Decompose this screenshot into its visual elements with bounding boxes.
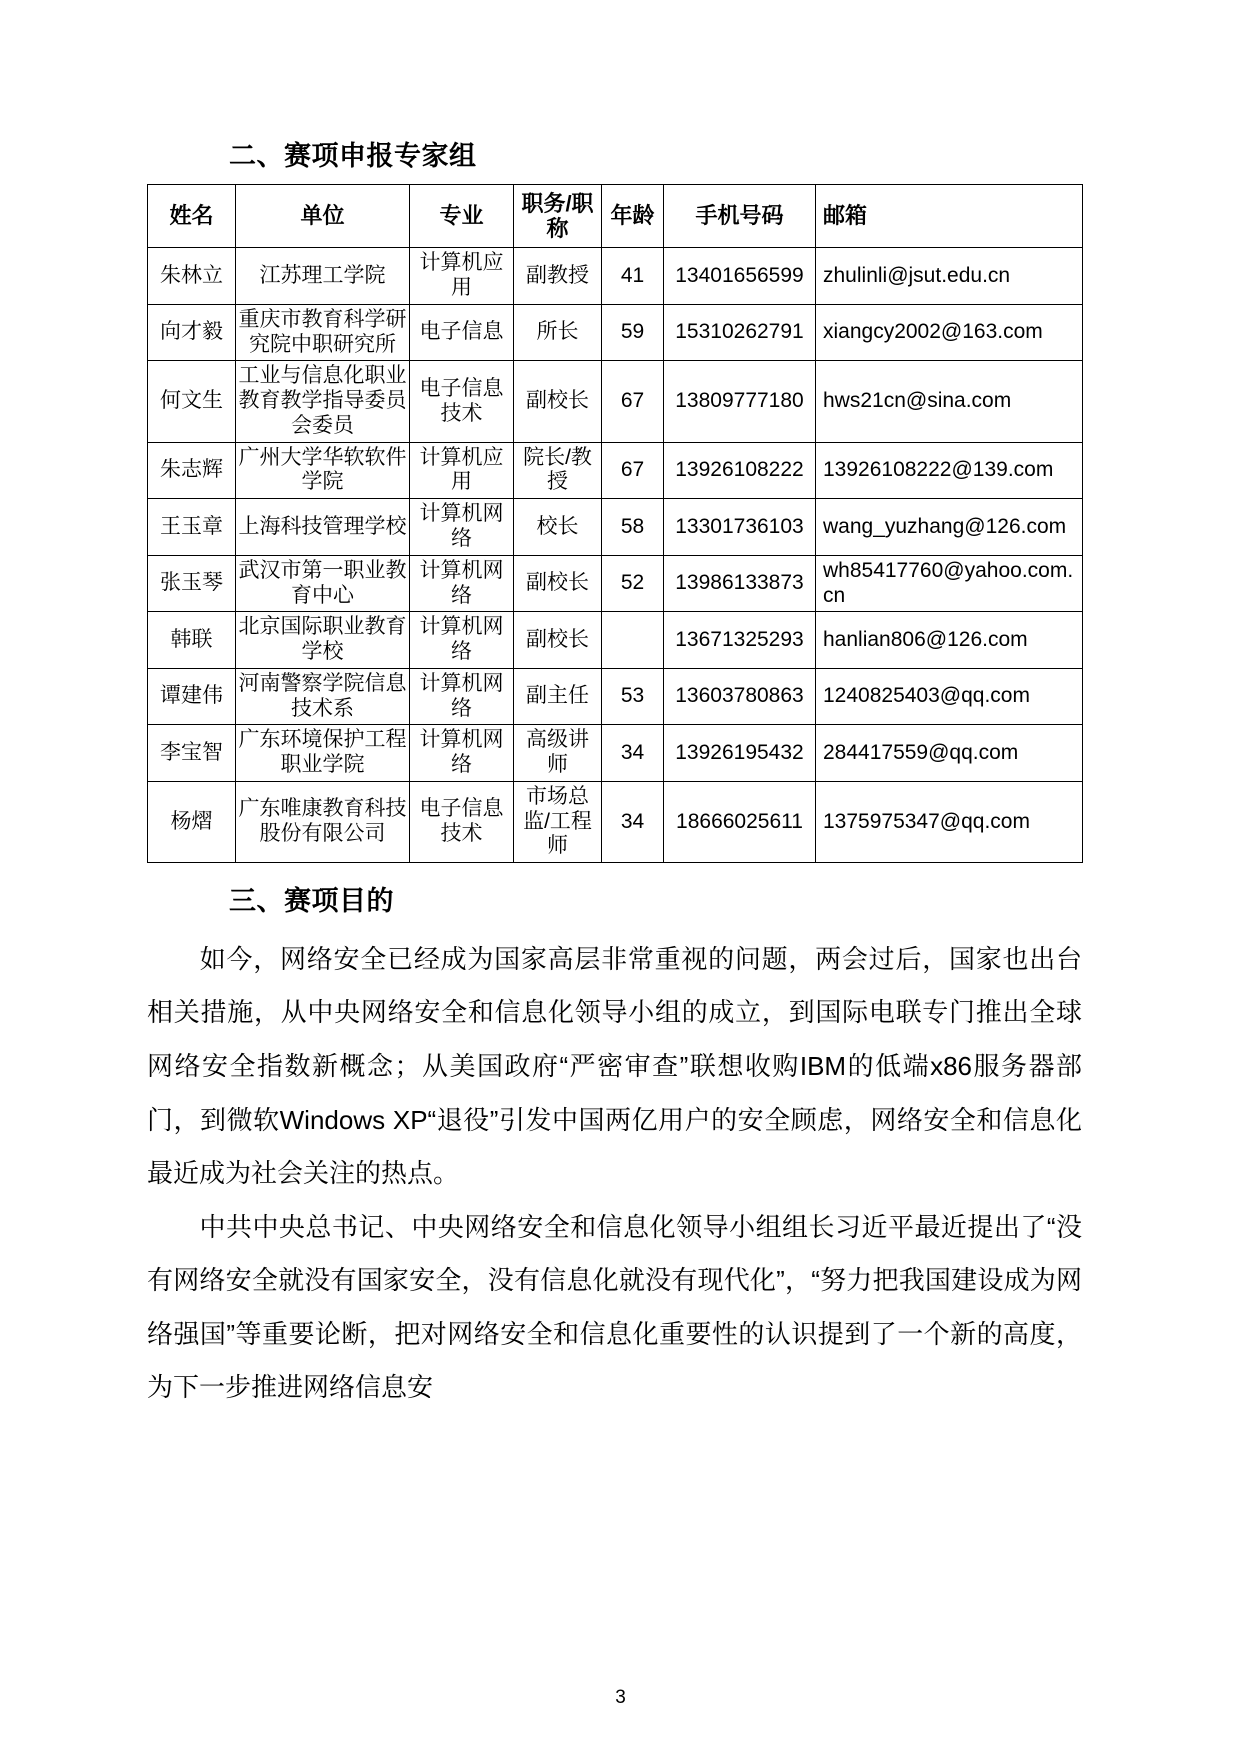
cell-organization: 广州大学华软软件学院 bbox=[236, 442, 410, 499]
table-row bbox=[148, 248, 1083, 305]
cell-title: 市场总监/工程师 bbox=[514, 781, 602, 862]
cell-major: 计算机应用 bbox=[410, 442, 514, 499]
cell-age: 53 bbox=[602, 668, 664, 725]
column-header-major: 专业 bbox=[410, 184, 514, 248]
table-row bbox=[148, 612, 1083, 669]
cell-phone: 13401656599 bbox=[664, 248, 816, 305]
cell-organization: 北京国际职业教育学校 bbox=[236, 612, 410, 669]
cell-phone: 13301736103 bbox=[664, 499, 816, 556]
page-number: 3 bbox=[615, 1687, 626, 1708]
cell-major: 电子信息技术 bbox=[410, 781, 514, 862]
column-header-organization: 单位 bbox=[236, 184, 410, 248]
table-row bbox=[148, 304, 1083, 361]
cell-name: 王玉章 bbox=[148, 499, 236, 556]
table-row bbox=[148, 555, 1083, 612]
cell-age: 34 bbox=[602, 725, 664, 782]
cell-email: hws21cn@sina.com bbox=[816, 361, 1083, 442]
cell-name: 朱林立 bbox=[148, 248, 236, 305]
paragraph-1 bbox=[147, 933, 1082, 1201]
cell-organization: 武汉市第一职业教育中心 bbox=[236, 555, 410, 612]
cell-phone: 18666025611 bbox=[664, 781, 816, 862]
cell-major: 计算机网络 bbox=[410, 668, 514, 725]
table-row bbox=[148, 668, 1083, 725]
cell-major: 计算机应用 bbox=[410, 248, 514, 305]
cell-major: 计算机网络 bbox=[410, 725, 514, 782]
experts-table-body bbox=[148, 248, 1083, 863]
cell-age: 52 bbox=[602, 555, 664, 612]
cell-title: 副校长 bbox=[514, 361, 602, 442]
cell-major: 电子信息技术 bbox=[410, 361, 514, 442]
cell-email: wh85417760@yahoo.com.cn bbox=[816, 555, 1083, 612]
cell-phone: 15310262791 bbox=[664, 304, 816, 361]
cell-organization: 广东环境保护工程职业学院 bbox=[236, 725, 410, 782]
cell-organization: 江苏理工学院 bbox=[236, 248, 410, 305]
cell-title: 所长 bbox=[514, 304, 602, 361]
cell-phone: 13926195432 bbox=[664, 725, 816, 782]
cell-title: 副校长 bbox=[514, 612, 602, 669]
section-two-heading: 二、赛项申报专家组 bbox=[229, 141, 477, 171]
section-three-heading: 三、赛项目的 bbox=[229, 886, 394, 917]
table-row bbox=[148, 499, 1083, 556]
column-header-email: 邮箱 bbox=[816, 184, 1083, 248]
cell-phone: 13671325293 bbox=[664, 612, 816, 669]
paragraph-2 bbox=[147, 1201, 1082, 1415]
cell-email: zhulinli@jsut.edu.cn bbox=[816, 248, 1083, 305]
cell-major: 计算机网络 bbox=[410, 555, 514, 612]
cell-phone: 13603780863 bbox=[664, 668, 816, 725]
cell-title: 副主任 bbox=[514, 668, 602, 725]
cell-phone: 13926108222 bbox=[664, 442, 816, 499]
cell-name: 向才毅 bbox=[148, 304, 236, 361]
cell-email: wang_yuzhang@126.com bbox=[816, 499, 1083, 556]
cell-organization: 重庆市教育科学研究院中职研究所 bbox=[236, 304, 410, 361]
cell-title: 院长/教授 bbox=[514, 442, 602, 499]
page-content bbox=[147, 140, 1082, 1415]
cell-email: 13926108222@139.com bbox=[816, 442, 1083, 499]
table-row bbox=[148, 361, 1083, 442]
cell-name: 何文生 bbox=[148, 361, 236, 442]
cell-phone: 13809777180 bbox=[664, 361, 816, 442]
table-row bbox=[148, 725, 1083, 782]
cell-email: 284417559@qq.com bbox=[816, 725, 1083, 782]
experts-table bbox=[147, 184, 1083, 863]
table-row bbox=[148, 442, 1083, 499]
cell-title: 校长 bbox=[514, 499, 602, 556]
cell-age: 59 bbox=[602, 304, 664, 361]
cell-email: hanlian806@126.com bbox=[816, 612, 1083, 669]
column-header-title: 职务/职称 bbox=[514, 184, 602, 248]
cell-name: 张玉琴 bbox=[148, 555, 236, 612]
cell-name: 杨熠 bbox=[148, 781, 236, 862]
cell-age: 58 bbox=[602, 499, 664, 556]
cell-name: 韩联 bbox=[148, 612, 236, 669]
cell-age: 34 bbox=[602, 781, 664, 862]
paragraph-1-text: 如今，网络安全已经成为国家高层非常重视的问题，两会过后，国家也出台相关措施，从中央网络安全和信息化领导小组的成立，到国际电联专门推出全球网络安全指数新概念；从美国政府“严密审查”联想收购IBM的低端x86服务器部门，到微软Windows XP“退役”引发中国两亿用户的安全顾虑，网络安全和信息化最近成为社会关注的热点。 bbox=[147, 943, 1082, 1189]
cell-organization: 广东唯康教育科技股份有限公司 bbox=[236, 781, 410, 862]
cell-email: 1240825403@qq.com bbox=[816, 668, 1083, 725]
cell-name: 朱志辉 bbox=[148, 442, 236, 499]
cell-name: 谭建伟 bbox=[148, 668, 236, 725]
cell-organization: 上海科技管理学校 bbox=[236, 499, 410, 556]
cell-email: xiangcy2002@163.com bbox=[816, 304, 1083, 361]
column-header-age: 年龄 bbox=[602, 184, 664, 248]
cell-age bbox=[602, 612, 664, 669]
cell-organization: 河南警察学院信息技术系 bbox=[236, 668, 410, 725]
cell-title: 高级讲师 bbox=[514, 725, 602, 782]
cell-major: 电子信息 bbox=[410, 304, 514, 361]
cell-organization: 工业与信息化职业教育教学指导委员会委员 bbox=[236, 361, 410, 442]
table-header-row bbox=[148, 184, 1083, 248]
cell-age: 41 bbox=[602, 248, 664, 305]
cell-major: 计算机网络 bbox=[410, 612, 514, 669]
table-row bbox=[148, 781, 1083, 862]
cell-name: 李宝智 bbox=[148, 725, 236, 782]
cell-title: 副教授 bbox=[514, 248, 602, 305]
column-header-phone: 手机号码 bbox=[664, 184, 816, 248]
cell-age: 67 bbox=[602, 361, 664, 442]
column-header-name: 姓名 bbox=[148, 184, 236, 248]
cell-major: 计算机网络 bbox=[410, 499, 514, 556]
cell-age: 67 bbox=[602, 442, 664, 499]
cell-title: 副校长 bbox=[514, 555, 602, 612]
paragraph-2-text: 中共中央总书记、中央网络安全和信息化领导小组组长习近平最近提出了“没有网络安全就没有国家安全，没有信息化就没有现代化”，“努力把我国建设成为网络强国”等重要论断，把对网络安全和信息化重要性的认识提到了一个新的高度，为下一步推进网络信息安 bbox=[147, 1211, 1082, 1403]
cell-phone: 13986133873 bbox=[664, 555, 816, 612]
cell-email: 1375975347@qq.com bbox=[816, 781, 1083, 862]
